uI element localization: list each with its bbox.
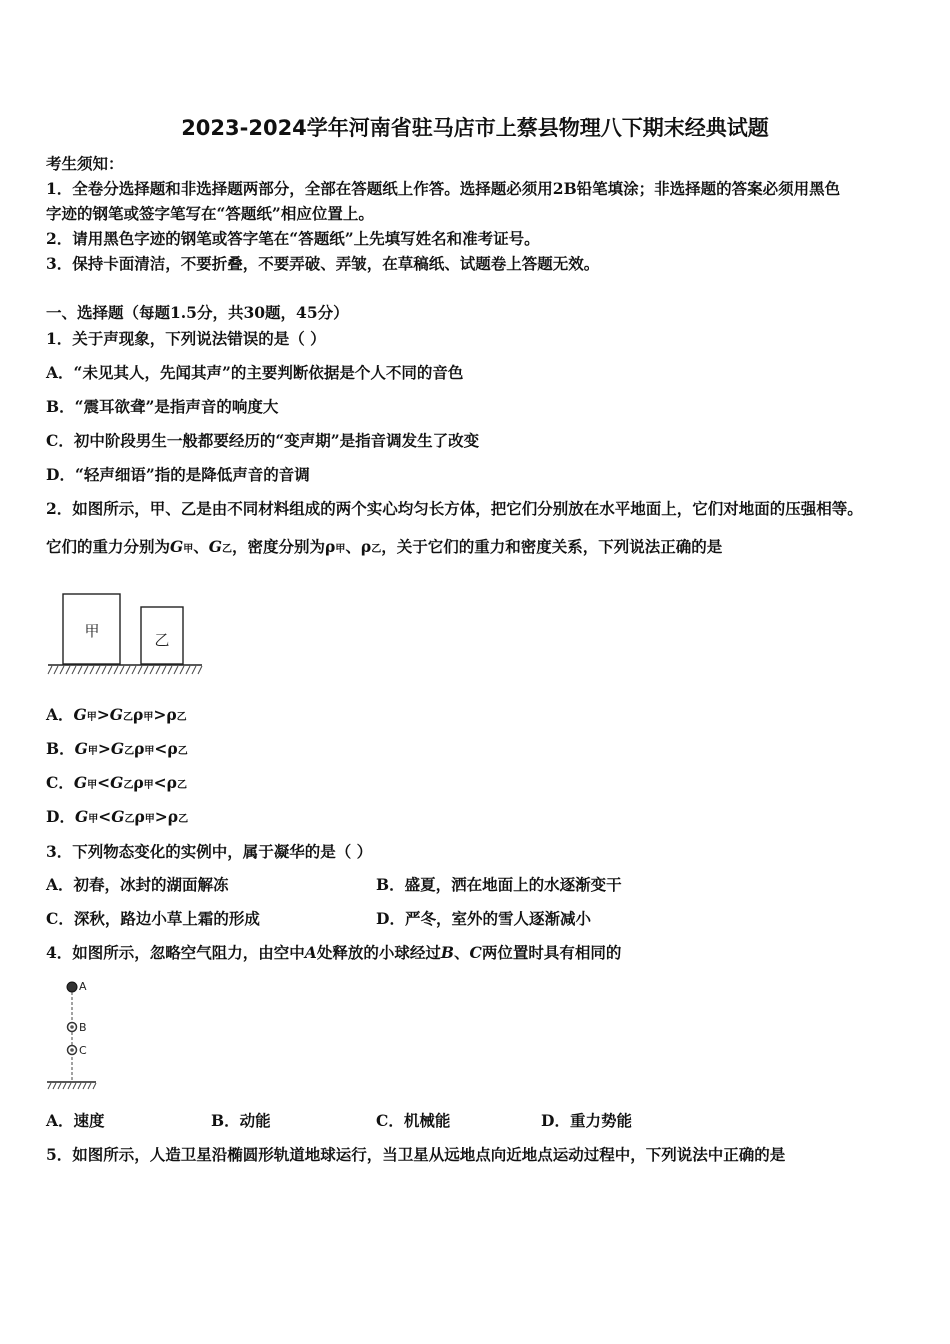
subscript: 甲 (143, 780, 154, 791)
ground-hatch (48, 1083, 96, 1089)
question-2-option (46, 737, 188, 759)
g-symbol: G (109, 705, 124, 724)
option-label: A． (46, 705, 74, 724)
blocks-figure (44, 588, 204, 680)
question-4-option-c: C．机械能 (376, 1111, 451, 1130)
falling-ball-figure (44, 976, 104, 1090)
g-symbol: G (170, 537, 184, 556)
stem-text: ，关于它们的重力和密度关系，下列说法正确的是 (381, 537, 723, 556)
question-2-option (46, 805, 188, 827)
question-4-option-d: D．重力势能 (541, 1111, 632, 1130)
subscript: 乙 (123, 712, 134, 723)
block-jia-label: 甲 (84, 622, 100, 640)
subscript: 甲 (87, 746, 98, 757)
section-heading: 一、选择题（每题1.5分，共30题，45分） (46, 303, 349, 322)
ball-at-c-core (70, 1048, 74, 1052)
option-label: C． (46, 773, 74, 792)
g-symbol: G (74, 807, 89, 826)
stem-text: 4．如图所示，忽略空气阻力，由空中 (46, 943, 305, 962)
question-4-option-a: A．速度 (46, 1111, 105, 1130)
label-a: A (79, 980, 87, 993)
option-label: D． (46, 807, 75, 826)
relation: < (154, 739, 168, 758)
subscript: 甲 (183, 544, 194, 555)
rho-symbol: ρ (325, 537, 336, 556)
point-b: B (440, 943, 454, 962)
g-symbol: G (73, 705, 87, 724)
notice-item: 2．请用黑色字迹的钢笔或答字笔在“答题纸”上先填写姓名和准考证号。 (46, 229, 540, 248)
rho-symbol: ρ (133, 773, 144, 792)
relation: < (153, 773, 167, 792)
question-2-option (46, 771, 187, 793)
question-2-stem-line2 (46, 535, 722, 557)
relation: > (96, 705, 110, 724)
question-3-option-a: A．初春，冰封的湖面解冻 (46, 875, 229, 894)
relation: > (154, 807, 168, 826)
rho-symbol: ρ (134, 807, 145, 826)
question-1-stem: 1．关于声现象，下列说法错误的是（ ） (46, 329, 326, 348)
stem-text: 处释放的小球经过 (316, 943, 441, 962)
stem-text: ，密度分别为 (232, 537, 326, 556)
question-1-option-c: C．初中阶段男生一般都要经历的“变声期”是指音调发生了改变 (46, 431, 480, 450)
subscript: 乙 (222, 544, 233, 555)
relation: < (97, 773, 111, 792)
subscript: 甲 (144, 746, 155, 757)
subscript: 乙 (178, 814, 189, 825)
question-3-option-c: C．深秋，路边小草上霜的形成 (46, 909, 260, 928)
subscript: 乙 (124, 746, 135, 757)
relation: > (153, 705, 167, 724)
question-4-stem (46, 941, 621, 963)
question-3-stem: 3．下列物态变化的实例中，属于凝华的是（ ） (46, 842, 373, 861)
subscript: 甲 (144, 814, 155, 825)
question-2-option (46, 703, 187, 725)
g-symbol: G (111, 807, 125, 826)
subscript: 乙 (176, 780, 187, 791)
subscript: 甲 (87, 780, 98, 791)
point-c: C (469, 943, 482, 962)
relation: < (98, 807, 112, 826)
subscript: 甲 (88, 814, 99, 825)
subscript: 乙 (124, 814, 135, 825)
rho-symbol: ρ (360, 537, 372, 556)
subscript: 甲 (143, 712, 154, 723)
stem-text: 它们的重力分别为 (46, 537, 171, 556)
subscript: 甲 (335, 544, 346, 555)
rho-symbol: ρ (166, 773, 177, 792)
question-1-option-b: B．“震耳欲聋”是指声音的响度大 (46, 397, 279, 416)
label-c: C (79, 1044, 87, 1057)
notice-item: 字迹的钢笔或签字笔写在“答题纸”相应位置上。 (46, 204, 374, 223)
question-4-option-b: B．动能 (211, 1111, 271, 1130)
notice-item: 1．全卷分选择题和非选择题两部分，全部在答题纸上作答。选择题必须用2B铅笔填涂；非选择题的答案必须用黑色 (46, 179, 841, 198)
block-yi-label: 乙 (154, 631, 170, 649)
question-3-option-d: D．严冬，室外的雪人逐渐减小 (376, 909, 591, 928)
option-label: B． (46, 739, 75, 758)
g-symbol: G (73, 773, 88, 792)
subscript: 乙 (371, 544, 382, 555)
g-symbol: G (208, 537, 223, 556)
rho-symbol: ρ (167, 739, 178, 758)
point-a: A (304, 943, 317, 962)
subscript: 乙 (176, 712, 187, 723)
rho-symbol: ρ (166, 705, 177, 724)
ball-at-a (67, 982, 77, 992)
question-3-option-b: B．盛夏，洒在地面上的水逐渐变干 (376, 875, 622, 894)
separator: 、 (345, 537, 361, 556)
rho-symbol: ρ (167, 807, 179, 826)
relation: > (97, 739, 111, 758)
separator: 、 (193, 537, 209, 556)
rho-symbol: ρ (133, 705, 144, 724)
notice-item: 3．保持卡面清洁，不要折叠，不要弄破、弄皱，在草稿纸、试题卷上答题无效。 (46, 254, 600, 273)
question-1-option-a: A．“未见其人，先闻其声”的主要判断依据是个人不同的音色 (46, 363, 464, 382)
g-symbol: G (110, 739, 125, 758)
separator: 、 (453, 943, 470, 962)
ground-hatch (48, 666, 202, 674)
stem-text: 两位置时具有相同的 (481, 943, 622, 962)
ball-at-b-core (70, 1025, 74, 1029)
subscript: 乙 (123, 780, 134, 791)
subscript: 乙 (177, 746, 188, 757)
notice-heading: 考生须知： (46, 154, 124, 173)
page-title: 2023-2024学年河南省驻马店市上蔡县物理八下期末经典试题 (181, 116, 769, 140)
subscript: 甲 (86, 712, 97, 723)
rho-symbol: ρ (134, 739, 145, 758)
g-symbol: G (110, 773, 124, 792)
label-b: B (79, 1021, 87, 1034)
question-1-option-d: D．“轻声细语”指的是降低声音的音调 (46, 465, 310, 484)
g-symbol: G (74, 739, 88, 758)
question-2-stem: 2．如图所示，甲、乙是由不同材料组成的两个实心均匀长方体，把它们分别放在水平地面上，它们对地面的压强相等。 (46, 499, 863, 518)
question-5-stem: 5．如图所示，人造卫星沿椭圆形轨道地球运行，当卫星从远地点向近地点运动过程中，下列说法中正确的是 (46, 1145, 786, 1164)
